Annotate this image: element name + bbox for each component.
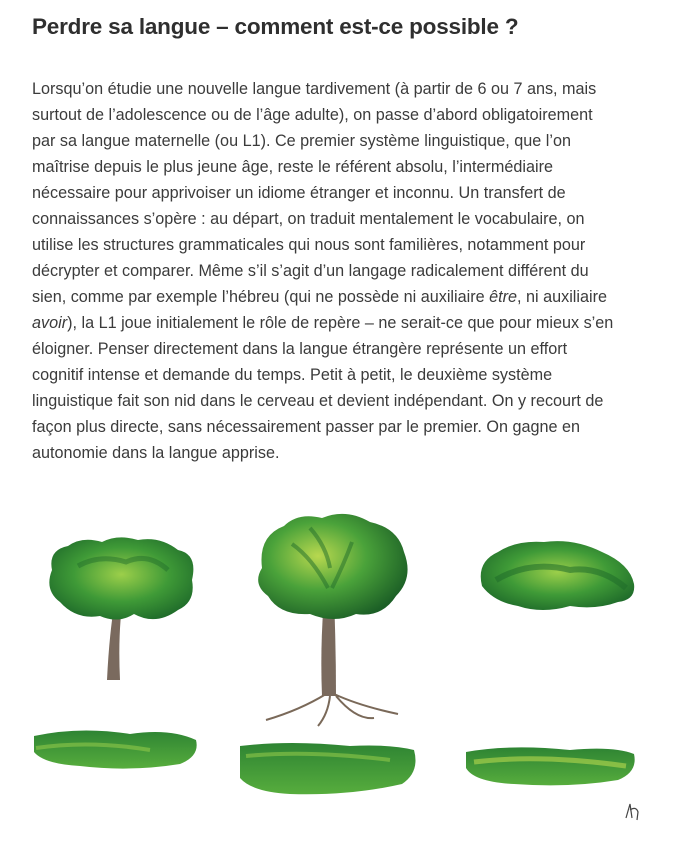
paragraph-line: autonomie dans la langue apprise. xyxy=(32,444,280,462)
paragraph-text: ), la L1 joue initialement le rôle de repère – ne serait-ce que pour mieux s’en xyxy=(67,314,614,332)
paragraph-line: façon plus directe, sans nécessairement passer par le premier. On gagne en xyxy=(32,418,580,436)
paragraph-line: utilise les structures grammaticales qui nous sont familières, notamment pour xyxy=(32,236,586,254)
italic-word-etre: être xyxy=(489,288,517,306)
paragraph-line: linguistique fait son nid dans le cerveau et devient indépendant. On y recourt de xyxy=(32,392,604,410)
italic-word-avoir: avoir xyxy=(32,314,68,332)
artist-signature xyxy=(626,804,638,820)
watercolor-trees-illustration xyxy=(30,488,646,833)
tree-center xyxy=(240,514,416,794)
article-paragraph xyxy=(32,76,636,466)
paragraph-line: maîtrise depuis le plus jeune âge, reste le référent absolu, l’intermédiaire xyxy=(32,158,553,176)
paragraph-line: par sa langue maternelle (ou L1). Ce premier système linguistique, que l’on xyxy=(32,132,571,150)
tree-right xyxy=(466,541,635,785)
paragraph-line xyxy=(32,310,636,336)
article-heading: Perdre sa langue – comment est-ce possible ? xyxy=(32,14,519,39)
paragraph-line: nécessaire pour apprivoiser un idiome étranger et inconnu. Un transfert de xyxy=(32,184,566,202)
paragraph-line: éloigner. Penser directement dans la langue étrangère représente un effort xyxy=(32,340,568,358)
tree-left xyxy=(34,537,197,768)
paragraph-line: décrypter et comparer. Même s’il s’agit d’un langage radicalement différent du xyxy=(32,262,589,280)
paragraph-line xyxy=(32,284,636,310)
paragraph-line: cognitif intense et demande du temps. Petit à petit, le deuxième système xyxy=(32,366,553,384)
paragraph-line: connaissances s’opère : au départ, on traduit mentalement le vocabulaire, on xyxy=(32,210,585,228)
paragraph-line: Lorsqu’on étudie une nouvelle langue tardivement (à partir de 6 ou 7 ans, mais xyxy=(32,80,597,98)
paragraph-line: surtout de l’adolescence ou de l’âge adulte), on passe d’abord obligatoirement xyxy=(32,106,593,124)
paragraph-text: , ni auxiliaire xyxy=(517,288,607,306)
paragraph-text: sien, comme par exemple l’hébreu (qui ne possède ni auxiliaire xyxy=(32,288,490,306)
